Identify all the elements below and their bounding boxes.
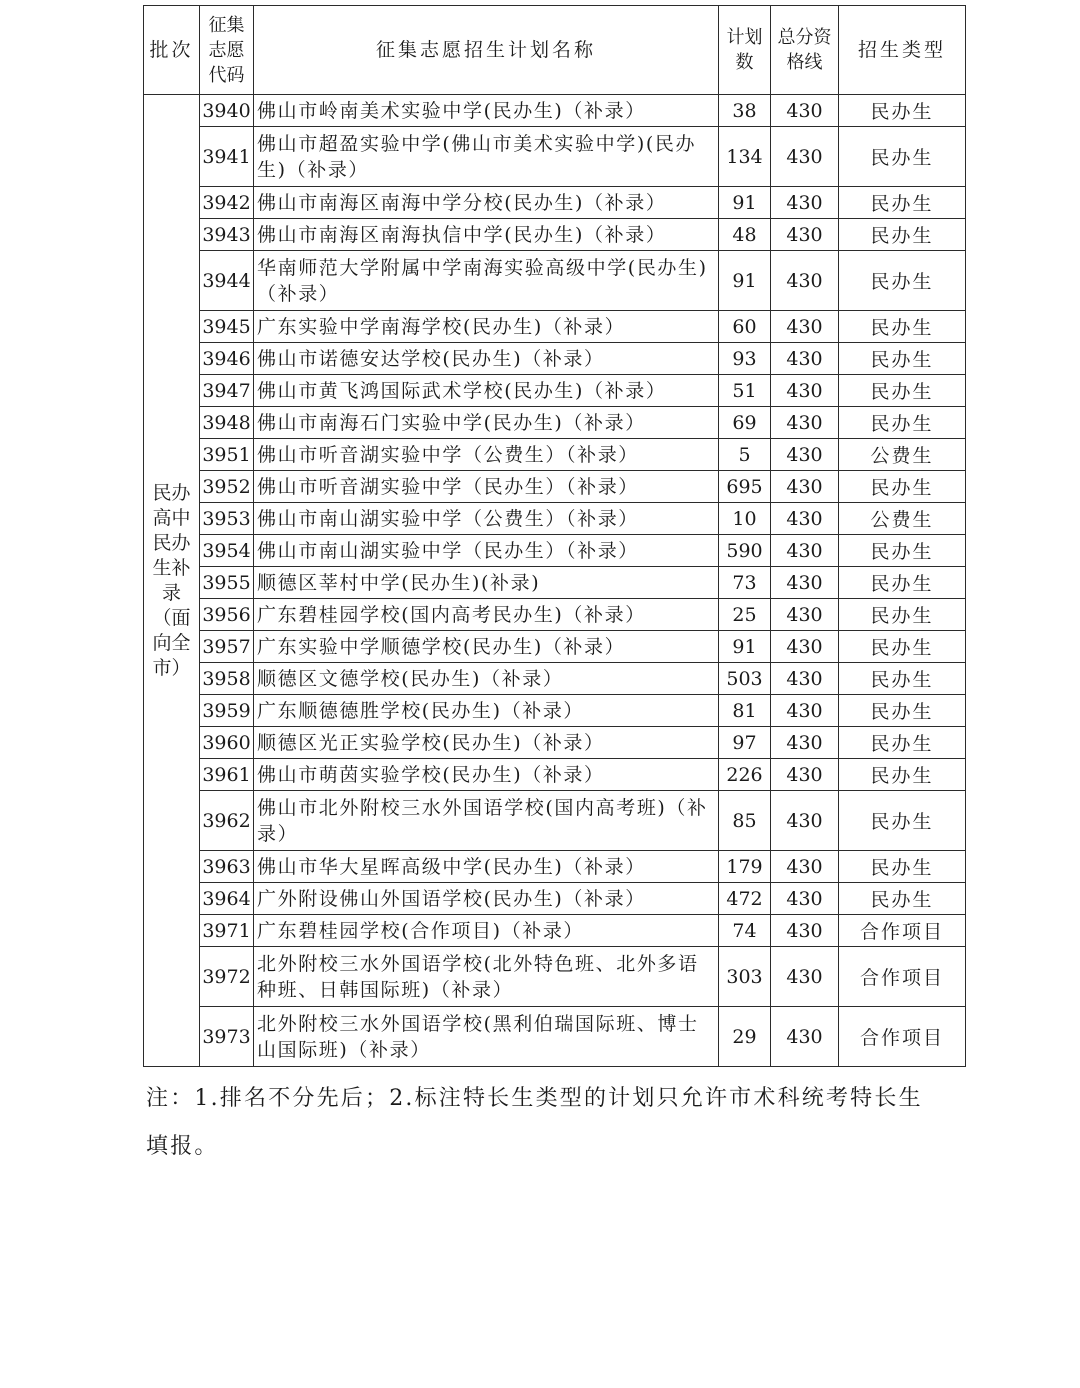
code-cell: 3948: [200, 407, 254, 439]
plan-name-cell: 佛山市诺德安达学校(民办生)（补录）: [254, 343, 719, 375]
plan-count-cell: 91: [719, 631, 771, 663]
score-line-cell: 430: [771, 599, 839, 631]
code-cell: 3945: [200, 311, 254, 343]
table-row: [144, 187, 966, 219]
table-row: [144, 695, 966, 727]
enroll-type-cell: 民办生: [839, 791, 966, 851]
enroll-type-cell: 民办生: [839, 727, 966, 759]
plan-count-cell: 226: [719, 759, 771, 791]
enroll-type-cell: 民办生: [839, 219, 966, 251]
code-cell: 3956: [200, 599, 254, 631]
plan-name-cell: 佛山市南海区南海中学分校(民办生)（补录）: [254, 187, 719, 219]
code-cell: 3947: [200, 375, 254, 407]
enroll-type-cell: 民办生: [839, 599, 966, 631]
table-row: [144, 851, 966, 883]
header-batch: 批次: [144, 6, 200, 95]
table-row: [144, 407, 966, 439]
plan-name-cell: 北外附校三水外国语学校(黑利伯瑞国际班、博士山国际班)（补录）: [254, 1007, 719, 1067]
plan-count-cell: 10: [719, 503, 771, 535]
table-row: [144, 599, 966, 631]
table-row: [144, 343, 966, 375]
enroll-type-cell: 民办生: [839, 95, 966, 127]
plan-name-cell: 佛山市听音湖实验中学（民办生）（补录）: [254, 471, 719, 503]
plan-count-cell: 73: [719, 567, 771, 599]
header-code: 征集志愿代码: [200, 6, 254, 95]
table-row: [144, 759, 966, 791]
code-cell: 3973: [200, 1007, 254, 1067]
plan-name-cell: 佛山市华大星晖高级中学(民办生)（补录）: [254, 851, 719, 883]
table-row: [144, 915, 966, 947]
enrollment-plan-table: [143, 5, 966, 1067]
enroll-type-cell: 民办生: [839, 883, 966, 915]
plan-name-cell: 佛山市南海区南海执信中学(民办生)（补录）: [254, 219, 719, 251]
plan-count-cell: 695: [719, 471, 771, 503]
score-line-cell: 430: [771, 439, 839, 471]
code-cell: 3951: [200, 439, 254, 471]
score-line-cell: 430: [771, 883, 839, 915]
plan-count-cell: 91: [719, 251, 771, 311]
score-line-cell: 430: [771, 915, 839, 947]
plan-count-cell: 85: [719, 791, 771, 851]
table-row: [144, 947, 966, 1007]
code-cell: 3963: [200, 851, 254, 883]
table-row: [144, 127, 966, 187]
plan-name-cell: 广东顺德德胜学校(民办生)（补录）: [254, 695, 719, 727]
code-cell: 3964: [200, 883, 254, 915]
code-cell: 3961: [200, 759, 254, 791]
enroll-type-cell: 民办生: [839, 535, 966, 567]
table-row: [144, 471, 966, 503]
enroll-type-cell: 民办生: [839, 471, 966, 503]
code-cell: 3946: [200, 343, 254, 375]
score-line-cell: 430: [771, 219, 839, 251]
score-line-cell: 430: [771, 631, 839, 663]
batch-cell: 民办高中民办生补录（面向全市）: [144, 95, 200, 1067]
table-row: [144, 663, 966, 695]
code-cell: 3958: [200, 663, 254, 695]
table-header-row: [144, 6, 966, 95]
table-row: [144, 727, 966, 759]
plan-name-cell: 广东实验中学南海学校(民办生)（补录）: [254, 311, 719, 343]
enroll-type-cell: 民办生: [839, 127, 966, 187]
table-row: [144, 883, 966, 915]
plan-name-cell: 佛山市南山湖实验中学（公费生）（补录）: [254, 503, 719, 535]
code-cell: 3952: [200, 471, 254, 503]
code-cell: 3941: [200, 127, 254, 187]
plan-name-cell: 广东碧桂园学校(合作项目)（补录）: [254, 915, 719, 947]
plan-name-cell: 佛山市黄飞鸿国际武术学校(民办生)（补录）: [254, 375, 719, 407]
score-line-cell: 430: [771, 663, 839, 695]
plan-name-cell: 广东实验中学顺德学校(民办生)（补录）: [254, 631, 719, 663]
code-cell: 3962: [200, 791, 254, 851]
plan-name-cell: 顺德区莘村中学(民办生)(补录): [254, 567, 719, 599]
plan-count-cell: 91: [719, 187, 771, 219]
table-row: [144, 503, 966, 535]
code-cell: 3940: [200, 95, 254, 127]
plan-count-cell: 38: [719, 95, 771, 127]
score-line-cell: 430: [771, 791, 839, 851]
plan-name-cell: 佛山市南山湖实验中学（民办生）（补录）: [254, 535, 719, 567]
table-row: [144, 251, 966, 311]
footnote: 注：1.排名不分先后；2.标注特长生类型的计划只允许市术科统考特长生填报。: [146, 1086, 923, 1159]
enroll-type-cell: 民办生: [839, 759, 966, 791]
score-line-cell: 430: [771, 343, 839, 375]
plan-count-cell: 503: [719, 663, 771, 695]
code-cell: 3942: [200, 187, 254, 219]
enroll-type-cell: 民办生: [839, 851, 966, 883]
plan-count-cell: 5: [719, 439, 771, 471]
code-cell: 3971: [200, 915, 254, 947]
code-cell: 3957: [200, 631, 254, 663]
score-line-cell: 430: [771, 727, 839, 759]
score-line-cell: 430: [771, 127, 839, 187]
plan-name-cell: 顺德区光正实验学校(民办生)（补录）: [254, 727, 719, 759]
enroll-type-cell: 公费生: [839, 439, 966, 471]
table-row: [144, 219, 966, 251]
table-row: [144, 535, 966, 567]
plan-name-cell: 佛山市萌茵实验学校(民办生)（补录）: [254, 759, 719, 791]
table-row: [144, 791, 966, 851]
enroll-type-cell: 民办生: [839, 251, 966, 311]
code-cell: 3972: [200, 947, 254, 1007]
table-row: [144, 375, 966, 407]
score-line-cell: 430: [771, 1007, 839, 1067]
table-row: [144, 1007, 966, 1067]
score-line-cell: 430: [771, 567, 839, 599]
plan-name-cell: 佛山市南海石门实验中学(民办生)（补录）: [254, 407, 719, 439]
code-cell: 3955: [200, 567, 254, 599]
plan-count-cell: 97: [719, 727, 771, 759]
header-score-line: 总分资格线: [771, 6, 839, 95]
enroll-type-cell: 合作项目: [839, 1007, 966, 1067]
plan-count-cell: 60: [719, 311, 771, 343]
enroll-type-cell: 民办生: [839, 187, 966, 219]
code-cell: 3953: [200, 503, 254, 535]
enroll-type-cell: 公费生: [839, 503, 966, 535]
plan-name-cell: 佛山市岭南美术实验中学(民办生)（补录）: [254, 95, 719, 127]
plan-count-cell: 51: [719, 375, 771, 407]
plan-count-cell: 25: [719, 599, 771, 631]
score-line-cell: 430: [771, 471, 839, 503]
header-plan-name: 征集志愿招生计划名称: [254, 6, 719, 95]
plan-name-cell: 佛山市超盈实验中学(佛山市美术实验中学)(民办生)（补录）: [254, 127, 719, 187]
score-line-cell: 430: [771, 311, 839, 343]
plan-count-cell: 93: [719, 343, 771, 375]
plan-count-cell: 29: [719, 1007, 771, 1067]
score-line-cell: 430: [771, 187, 839, 219]
plan-count-cell: 48: [719, 219, 771, 251]
plan-name-cell: 北外附校三水外国语学校(北外特色班、北外多语种班、日韩国际班)（补录）: [254, 947, 719, 1007]
code-cell: 3944: [200, 251, 254, 311]
score-line-cell: 430: [771, 851, 839, 883]
score-line-cell: 430: [771, 95, 839, 127]
plan-count-cell: 303: [719, 947, 771, 1007]
score-line-cell: 430: [771, 535, 839, 567]
table-row: [144, 311, 966, 343]
enroll-type-cell: 民办生: [839, 311, 966, 343]
score-line-cell: 430: [771, 407, 839, 439]
enroll-type-cell: 合作项目: [839, 947, 966, 1007]
score-line-cell: 430: [771, 759, 839, 791]
table-row: [144, 95, 966, 127]
code-cell: 3943: [200, 219, 254, 251]
enroll-type-cell: 民办生: [839, 663, 966, 695]
score-line-cell: 430: [771, 695, 839, 727]
code-cell: 3954: [200, 535, 254, 567]
enroll-type-cell: 合作项目: [839, 915, 966, 947]
plan-count-cell: 179: [719, 851, 771, 883]
plan-count-cell: 69: [719, 407, 771, 439]
table-row: [144, 567, 966, 599]
enroll-type-cell: 民办生: [839, 343, 966, 375]
plan-name-cell: 佛山市北外附校三水外国语学校(国内高考班)（补录）: [254, 791, 719, 851]
enroll-type-cell: 民办生: [839, 407, 966, 439]
plan-name-cell: 佛山市听音湖实验中学（公费生）（补录）: [254, 439, 719, 471]
score-line-cell: 430: [771, 947, 839, 1007]
score-line-cell: 430: [771, 251, 839, 311]
plan-name-cell: 广东碧桂园学校(国内高考民办生)（补录）: [254, 599, 719, 631]
table-row: [144, 631, 966, 663]
score-line-cell: 430: [771, 375, 839, 407]
enroll-type-cell: 民办生: [839, 631, 966, 663]
table-row: [144, 439, 966, 471]
header-plan-count: 计划数: [719, 6, 771, 95]
enroll-type-cell: 民办生: [839, 695, 966, 727]
code-cell: 3959: [200, 695, 254, 727]
plan-name-cell: 顺德区文德学校(民办生)（补录）: [254, 663, 719, 695]
header-enroll-type: 招生类型: [839, 6, 966, 95]
plan-name-cell: 华南师范大学附属中学南海实验高级中学(民办生)（补录）: [254, 251, 719, 311]
enroll-type-cell: 民办生: [839, 567, 966, 599]
plan-count-cell: 134: [719, 127, 771, 187]
plan-count-cell: 590: [719, 535, 771, 567]
plan-name-cell: 广外附设佛山外国语学校(民办生)（补录）: [254, 883, 719, 915]
plan-count-cell: 81: [719, 695, 771, 727]
table-body: [144, 95, 966, 1067]
score-line-cell: 430: [771, 503, 839, 535]
plan-count-cell: 74: [719, 915, 771, 947]
enroll-type-cell: 民办生: [839, 375, 966, 407]
code-cell: 3960: [200, 727, 254, 759]
plan-count-cell: 472: [719, 883, 771, 915]
